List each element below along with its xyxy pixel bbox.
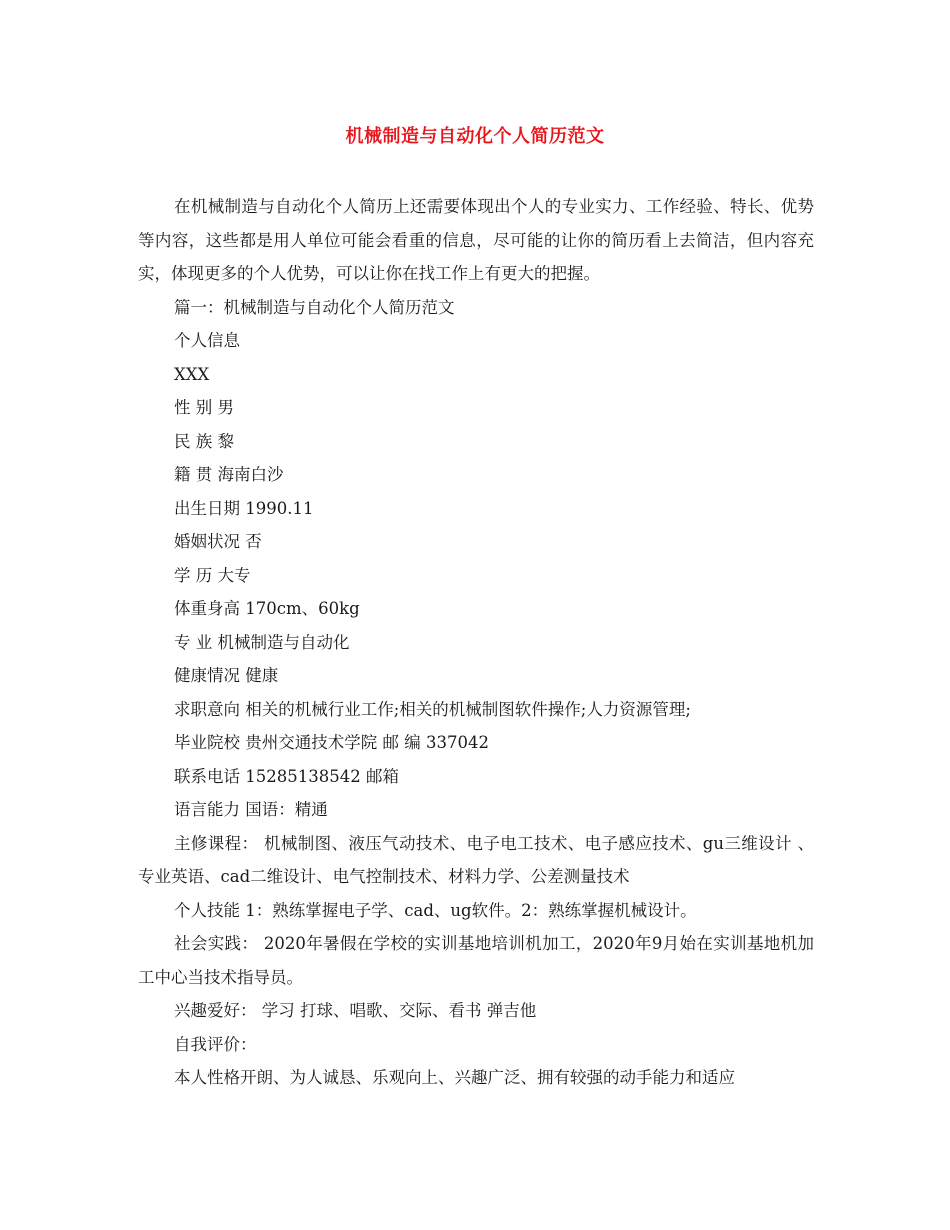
native-place-line: 籍 贯 海南白沙 [174, 465, 284, 484]
skills-line: 个人技能 1：熟练掌握电子学、cad、ug软件。2：熟练掌握机械设计。 [174, 900, 697, 920]
contact-line: 联系电话 15285138542 邮箱 [174, 766, 399, 786]
major-line: 专 业 机械制造与自动化 [174, 632, 350, 652]
name-line: XXX [174, 364, 210, 384]
document-title: 机械制造与自动化个人简历范文 [345, 126, 605, 147]
birth-date-line: 出生日期 1990.11 [174, 498, 314, 518]
section-heading: 篇一：机械制造与自动化个人简历范文 [174, 297, 455, 317]
height-weight-line: 体重身高 170cm、60kg [174, 599, 360, 618]
courses-paragraph: 主修课程： 机械制图、液压气动技术、电子电工技术、电子感应技术、gu三维设计 、专业英语、cad二维设计、电气控制技术、材料力学、公差测量技术 [138, 833, 814, 886]
practice-paragraph: 社会实践： 2020年暑假在学校的实训基地培训机加工，2020年9月始在实训基地机加工中心当技术指导员。 [138, 934, 814, 987]
hobbies-line: 兴趣爱好： 学习 打球、唱歌、交际、看书 弹吉他 [174, 1001, 537, 1020]
document-body [138, 190, 814, 1095]
gender-line: 性 别 男 [174, 398, 234, 417]
school-line: 毕业院校 贵州交通技术学院 邮 编 337042 [174, 733, 489, 752]
self-eval-line: 本人性格开朗、为人诚恳、乐观向上、兴趣广泛、拥有较强的动手能力和适应 [174, 1068, 735, 1087]
marital-status-line: 婚姻状况 否 [174, 532, 262, 551]
education-line: 学 历 大专 [174, 565, 251, 585]
health-line: 健康情况 健康 [174, 666, 279, 685]
ethnicity-line: 民 族 黎 [174, 431, 234, 451]
job-intention-line: 求职意向 相关的机械行业工作;相关的机械制图软件操作;人力资源管理; [174, 699, 691, 719]
language-line: 语言能力 国语：精通 [174, 800, 328, 819]
self-eval-heading: 自我评价： [174, 1034, 257, 1054]
intro-paragraph: 在机械制造与自动化个人简历上还需要体现出个人的专业实力、工作经验、特长、优势等内容，这些都是用人单位可能会看重的信息，尽可能的让你的简历看上去简洁，但内容充实，体现更多的个人优势，可以让你在找工作上有更大的把握。 [138, 197, 814, 283]
personal-info-heading: 个人信息 [174, 331, 240, 350]
